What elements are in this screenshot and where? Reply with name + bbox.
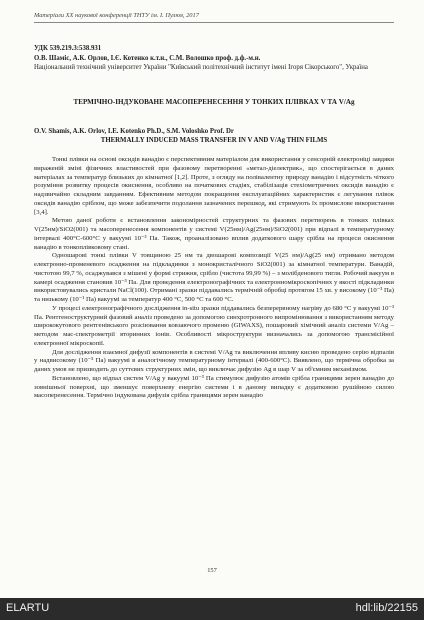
paragraph: Метою даної роботи є встановлення закономірностей структурних та фазових перетворень в тонких плівках V(25нм)/SiO2(001) та масоперенесення компонентів у системі V(25нм)/Ag(25нм)/SiO2(001) при відпалі в температурному інтервалі 400°С-600°С у вакуумі 10⁻³ Па. Також, проаналізовано вплив додаткового шару срібла на процеси окиснення ванадію в тонкоплівковому стані.: [34, 217, 394, 251]
title-ua: ТЕРМІЧНО-ІНДУКОВАНЕ МАСОПЕРЕНЕСЕННЯ У ТОНКИХ ПЛІВКАХ V ТА V/Ag: [73, 98, 355, 106]
authors-ua: О.В. Шаміс, А.К. Орлов, І.Є. Котенко к.т.н., С.М. Волошко проф. д.ф.-м.н.: [34, 55, 261, 62]
paragraph: Встановлено, що відпал систем V/Ag у вакуумі 10⁻³ Па стимулює дифузію атомів срібла границями зерен ванадію до зовнішньої поверхні, що зменшує поверхневу енергію системи і в даному випадку є додатковою рушійною силою масоперенесення. Термічно індукована дифузія срібла границями зерен ванадію: [34, 374, 394, 400]
page-number: 157: [207, 567, 217, 574]
article-body: [34, 156, 394, 401]
running-header: Матеріали ХХ наукової конференції ТНТУ ім. І. Пулюя, 2017: [34, 12, 199, 19]
paragraph: Тонкі плівки на основі оксидів ванадію є перспективним матеріалом для використання у сенсорній електроніці завдяки вираженій зміні фізичних властивостей при фазовому перетворенні «метал-діелектрик», що спостерігається в даних матеріалах за температур близьких до кімнатної [1,2]. Проте, з огляду на полівалентну природу ванадію і відсутність чіткого розуміння розвитку процесів окиснення, особливо на початкових стадіях, стабілізація стехіометричних оксидів ванадію є надзвичайно складним завданням. Ефективним методом покращення експлуатаційних характеристик є легування плівок оксидів ванадію сріблом, що може забезпечити подолання зазначених перешкод, які стримують їх промислове використання [3,4].: [34, 156, 394, 216]
affiliation: Національний технічний університет України "Київський політехнічний інститут імені Ігоря Сікорського", Україна: [34, 64, 368, 71]
paragraph: У процесі електронографічного дослідження in-situ зразки піддавались безперервному нагріву до 680 °С у вакуумі 10⁻³ Па. Рентгеноструктурний фазовий аналіз проведено за допомогою синхротронного випромінювання з використанням методу ширококутового рентгенівського розсіювання ковзаючого променю (GIWAXS), пошаровий хімічний аналіз системи V/Ag – методом мас-спектрометрії вторинних іонів. Особливості мікроструктури визначались за допомогою трансмісійної електронної мікроскопії.: [34, 304, 394, 347]
header-rule: [34, 22, 394, 23]
udc-code: УДК 539.219.3:538.931: [34, 45, 102, 52]
footer-repository-name: ELARTU: [6, 602, 50, 614]
paragraph: Для дослідження взаємної дифузії компонентів в системі V/Ag та виключення впливу кисню проведено серію відпалів у надвисокому (10⁻⁵ Па) вакуумі в аналогічному температурному інтервалі (400-600°С). Виявлено, що термічна обробка за даних умов не призводить до суттєвих структурних змін, що виключає дифузію Ag в шар V за об'ємним механізмом.: [34, 348, 394, 373]
footer-handle: hdl:lib/22155: [355, 602, 418, 614]
paragraph: Одношарові тонкі плівки V товщиною 25 нм та двошарові композиції V(25 нм)/Ag(25 нм) отримано методом електронно-променевого осадження на підкладинки з монокристалічного SiO2(001) за кімнатної температури. Ванадій, чистотою 99,7 %, осаджувався з мішені у формі стрижня, срібло (чистота 99,99 %) – з молібденового тигля. Робочий вакуум в камері осадження становив 10⁻³ Па. Для проведення електронографічних та електронномікроскопічних у якості підкладинки використовувались кристали NaCl(100). Отримані зразки піддавались термічній обробці протягом 15 хв. у високому (10⁻³ Па) та низькому (10⁻¹ Па) вакуумі за температур 400 °С, 500 °С та 600 °С.: [34, 252, 394, 303]
authors-en: O.V. Shamis, A.K. Orlov, I.E. Kotenko Ph.D., S.M. Voloshko Prof. Dr: [34, 128, 234, 135]
title-en: THERMALLY INDUCED MASS TRANSFER IN V AND V/Ag THIN FILMS: [100, 137, 328, 144]
repository-footer: [0, 598, 424, 620]
